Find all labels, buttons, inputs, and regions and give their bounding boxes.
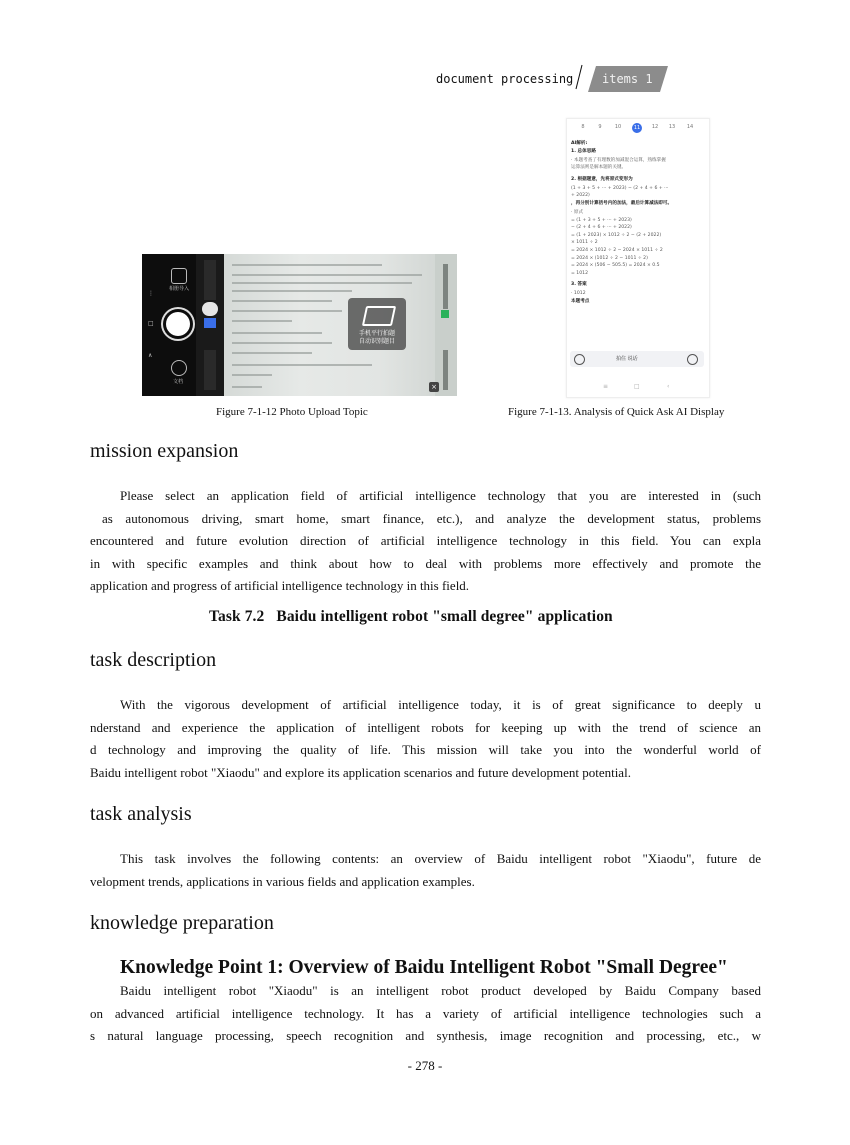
ai-analysis-line: 2. 根据题意，先将原式变形为 [571, 176, 633, 182]
camera-control-bar [142, 254, 196, 396]
paragraph-line: nderstand and experience the application of intelligent robots for keeping up with the trend of science an [90, 719, 761, 735]
square-icon: □ [148, 320, 154, 327]
paragraph-line: application and progress of artificial intelligence technology in this field. [90, 578, 470, 593]
section-heading-knowledge-preparation: knowledge preparation [90, 912, 274, 934]
section-heading-mission-expansion: mission expansion [90, 440, 239, 462]
ai-analysis-line: · 1012 [571, 291, 586, 297]
camera-viewfinder [196, 254, 457, 396]
paragraph-line: With the vigorous development of artificial intelligence today, it is of great significance to deeply u [120, 697, 761, 712]
ai-analysis-line: (1 + 3 + 5 + ··· + 2023) − (2 + 4 + 6 + ··· [571, 185, 669, 191]
phone-parallel-icon [362, 306, 396, 326]
auto-detect-card [348, 298, 406, 350]
paragraph-line: s natural language processing, speech recognition and synthesis, image recognition and processing, etc., w [90, 1028, 761, 1043]
figure-caption-left: Figure 7-1-12 Photo Upload Topic [216, 406, 368, 418]
task-number: Task 7.2 [209, 608, 265, 625]
ai-analysis-line: + 2022) [571, 193, 590, 199]
knowledge-point-title: Knowledge Point 1: Overview of Baidu Intelligent Robot "Small Degree" [120, 957, 728, 978]
paragraph-line: on advanced artificial intelligence technology. It has a variety of artificial intelligence technologies such a [90, 1005, 761, 1021]
auto-detect-line2: 自动识别题目 [358, 338, 395, 345]
home-icon[interactable]: □ [634, 383, 640, 390]
voice-input-bar[interactable] [570, 351, 704, 367]
task-title [209, 608, 613, 626]
menu-icon[interactable]: ≡ [603, 383, 609, 390]
ai-analysis-line: · 本题考查了有理数的加减混合运算，熟练掌握 [571, 157, 666, 163]
paragraph-line: Please select an application field of artificial intelligence technology that you are interested in (such [120, 488, 761, 503]
task-analysis-paragraph [90, 848, 761, 893]
date-item[interactable]: 10 [614, 124, 622, 130]
ai-analysis-line: = (1 + 3 + 5 + ··· + 2023) [571, 217, 632, 223]
ai-analysis-line: 3. 答案 [571, 282, 587, 288]
more-icon: ⋮ [148, 290, 154, 297]
header-tab-label: items 1 [602, 72, 653, 86]
paragraph-line: Baidu intelligent robot "Xiaodu" and explore its application scenarios and future development potential. [90, 764, 631, 780]
ai-analysis-line: = (1 + 2023) × 1012 ÷ 2 − (2 + 2022) [571, 232, 662, 238]
knowledge-point-paragraph [90, 980, 761, 1048]
date-item[interactable]: 14 [686, 124, 694, 130]
paragraph-line: d technology and improving the quality of life. This mission will take you into the wonderful world of [90, 742, 761, 757]
close-icon[interactable]: × [429, 382, 439, 392]
ai-analysis-line: 1. 总体思路 [571, 148, 596, 154]
mode-strip [196, 254, 224, 396]
ai-analysis-line: − (2 + 4 + 6 + ··· + 2022) [571, 225, 632, 231]
paragraph-line: as autonomous driving, smart home, smart finance, etc.), and analyze the development status, problems [102, 510, 761, 526]
date-strip [567, 123, 709, 135]
document-mode-icon [171, 360, 187, 376]
auto-detect-line1: 手机平行拍题 [358, 330, 395, 337]
ai-analysis-line: · 原式 [571, 210, 584, 215]
back-icon[interactable]: ‹ [667, 383, 670, 390]
figure-caption-right: Figure 7-1-13. Analysis of Quick Ask AI Display [508, 406, 725, 418]
date-item[interactable]: 9 [598, 124, 602, 130]
date-item-selected[interactable]: 11 [633, 125, 641, 131]
gallery-icon [171, 268, 187, 284]
page-number: - 278 - [407, 1058, 443, 1073]
date-item[interactable]: 13 [668, 124, 676, 130]
voice-input-label: 拍住 说话 [616, 356, 638, 362]
ai-analysis-line: AI解析: [571, 141, 588, 146]
header-divider [574, 64, 584, 90]
ai-analysis-line: 本题考点 [571, 299, 590, 304]
ai-analysis-line: = 2024 × 1012 ÷ 2 − 2024 × 1011 ÷ 2 [571, 248, 663, 253]
side-strip [435, 254, 457, 396]
send-icon[interactable] [687, 354, 698, 365]
task-title-text: Baidu intelligent robot "small degree" application [276, 608, 613, 625]
camera-icon[interactable] [574, 354, 585, 365]
paragraph-line: in with specific examples and think about how to deal with problems more effectively and promote the [90, 555, 761, 571]
chevron-icon: ∧ [148, 352, 153, 359]
ai-analysis-line: ，再分别计算括号内的加法，最后计算减法即可。 [571, 201, 673, 206]
ai-analysis-line: = 2024 × (1012 ÷ 2 − 1011 ÷ 2) [571, 255, 648, 261]
paragraph-line: This task involves the following contents: an overview of Baidu intelligent robot "Xiaodu", future de [120, 851, 761, 866]
figure-ai-analysis [566, 118, 710, 398]
gallery-label: 相册导入 [169, 286, 190, 292]
running-header-section: document processing [436, 72, 574, 86]
date-item[interactable]: 12 [651, 124, 659, 130]
date-item[interactable]: 8 [581, 124, 585, 130]
header-tab [588, 66, 668, 92]
section-heading-task-analysis: task analysis [90, 803, 192, 825]
ai-analysis-line: = 2024 × (506 − 505.5) = 2024 × 0.5 [571, 263, 660, 269]
task-description-paragraph [90, 694, 761, 784]
paragraph-line: encountered and future evolution direction of artificial intelligence technology in this field. You can expla [90, 533, 761, 548]
figure-photo-upload [142, 254, 457, 396]
ai-analysis-line: = 1012 [571, 270, 589, 276]
shutter-button[interactable] [166, 312, 190, 336]
mission-expansion-paragraph [90, 485, 761, 598]
paragraph-line: Baidu intelligent robot "Xiaodu" is an intelligent robot product developed by Baidu Company based [120, 983, 761, 998]
paragraph-line: velopment trends, applications in various fields and application examples. [90, 873, 475, 889]
ai-analysis-line: × 1011 ÷ 2 [571, 240, 598, 246]
section-heading-task-description: task description [90, 649, 217, 671]
ai-analysis-line: 运算法则是解本题的关键。 [571, 165, 627, 171]
document-mode-label: 文档 [173, 379, 184, 385]
